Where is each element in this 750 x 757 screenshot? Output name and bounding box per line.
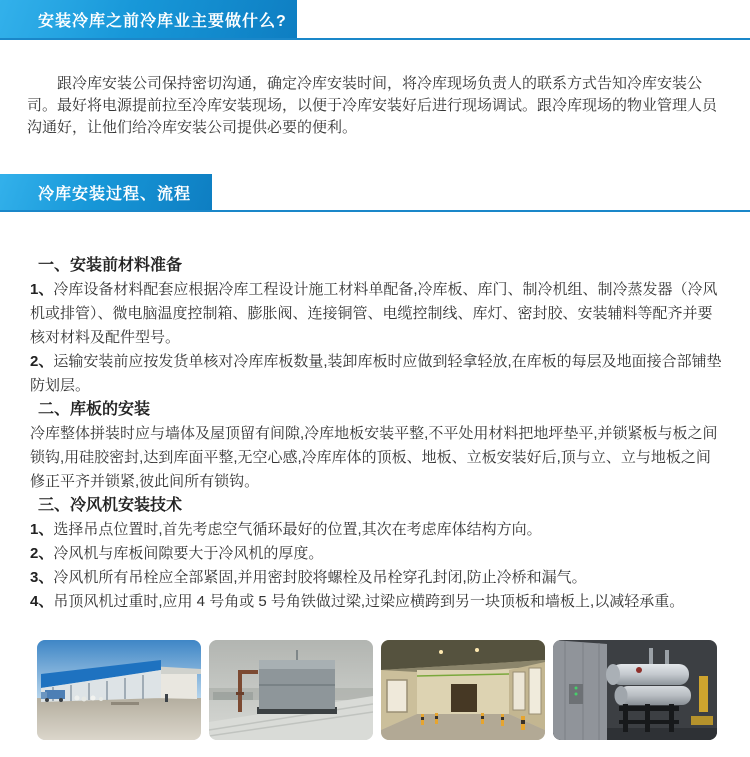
content-paragraph: 冷库整体拼装时应与墙体及屋顶留有间隙,冷库地板安装平整,不平处用材料把地坪垫平,并锁紧板与板之间锁钩,用硅胶密封,达到库面平整,无空心感,冷库库体的顶板、地板、立板安装好后,顶与立、立与地板之间修正平齐并锁紧,彼此间所有锁钩。 — [30, 425, 718, 490]
photo-dock-interior — [381, 640, 545, 740]
item-text: 冷库设备材料配套应根据冷库工程设计施工材料单配备,冷库板、库门、制冷机组、制冷蒸发器（冷风机或排管）、微电脑温度控制箱、膨胀阀、连接铜管、电缆控制线、库灯、密封胶、安装辅料等配齐并要核对材料及配件型号。 — [30, 281, 718, 346]
content-item — [27, 542, 723, 566]
item-number: 3、 — [30, 569, 54, 586]
content-heading-panel-install: 二、库板的安装 — [38, 401, 151, 418]
item-text: 选择吊点位置时,首先考虑空气循环最好的位置,其次在考虑库体结构方向。 — [53, 521, 542, 538]
content-heading-materials: 一、安装前材料准备 — [38, 257, 183, 274]
process-content — [0, 212, 750, 614]
item-text: 冷风机与库板间隙要大于冷风机的厚度。 — [53, 545, 324, 562]
process-title: 冷库安装过程、流程 — [38, 185, 192, 203]
content-item — [27, 350, 723, 398]
refrigeration-unit-image — [553, 640, 717, 740]
content-heading-cooler-install: 三、冷风机安装技术 — [38, 497, 183, 514]
pre-install-titlebar — [0, 0, 750, 40]
item-text: 运输安装前应按发货单核对冷库库板数量,装卸库板时应做到轻拿轻放,在库板的每层及地面接合部铺垫防划层。 — [30, 353, 722, 394]
content-item — [27, 278, 723, 350]
process-titlebar — [0, 174, 750, 212]
photo-cooling-tower — [209, 640, 373, 740]
photo-refrigeration-unit — [553, 640, 717, 740]
item-number: 2、 — [30, 545, 54, 562]
photo-warehouse-exterior — [37, 640, 201, 740]
pre-install-paragraph: 跟冷库安装公司保持密切沟通，确定冷库安装时间，将冷库现场负责人的联系方式告知冷库安装公司。最好将电源提前拉至冷库安装现场，以便于冷库安装好后进行现场调试。跟冷库现场的物业管理人员沟通好，让他们给冷库安装公司提供必要的便利。 — [27, 75, 718, 136]
cooling-tower-image — [209, 640, 373, 740]
item-number: 4、 — [30, 593, 54, 610]
item-number: 2、 — [30, 353, 54, 370]
item-text: 冷风机所有吊栓应全部紧固,并用密封胶将螺栓及吊栓穿孔封闭,防止冷桥和漏气。 — [53, 569, 587, 586]
dock-interior-image — [381, 640, 545, 740]
content-item — [27, 518, 723, 542]
pre-install-title: 安装冷库之前冷库业主要做什么? — [38, 12, 287, 30]
item-text: 吊顶风机过重时,应用 4 号角或 5 号角铁做过梁,过梁应横跨到另一块顶板和墙板上,以减轻承重。 — [53, 593, 685, 610]
process-title-chip — [0, 174, 212, 210]
warehouse-exterior-image — [37, 640, 201, 740]
item-number: 1、 — [30, 521, 54, 538]
item-number: 1、 — [30, 281, 54, 298]
content-item — [27, 590, 723, 614]
pre-install-title-chip — [0, 0, 297, 38]
content-item — [27, 566, 723, 590]
photo-strip — [37, 640, 750, 740]
